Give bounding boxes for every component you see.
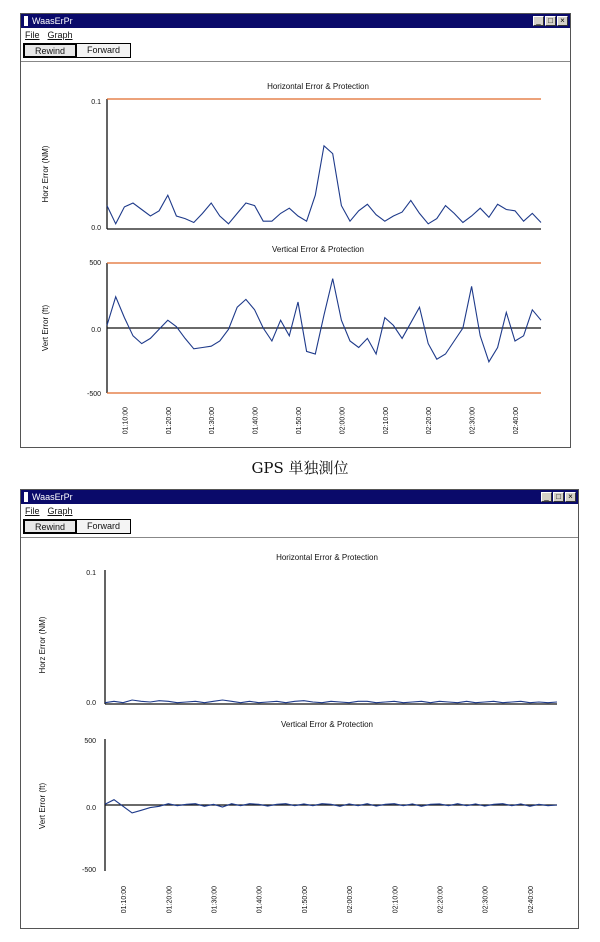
minimize-icon[interactable]: _: [533, 16, 544, 26]
caption-gps-standalone: GPS 単独測位: [251, 459, 349, 477]
x-tick-label: 02:40:00: [527, 886, 535, 914]
x-tick-label: 01:40:00: [252, 407, 260, 435]
x-tick-label: 02:00:00: [347, 886, 355, 914]
y-tick-label: 0.1: [86, 570, 96, 577]
y-tick-label: 500: [84, 738, 96, 745]
x-tick-label: 01:30:00: [209, 407, 217, 435]
y-tick-label: -500: [81, 867, 96, 874]
title-bar: [21, 14, 570, 28]
plot-area: [21, 538, 578, 928]
chart-title: Vertical Error & Protection: [271, 245, 365, 254]
y-tick-label: 0.1: [91, 99, 101, 106]
window-gps-standalone: [20, 13, 571, 448]
toolbar: [23, 43, 130, 58]
x-tick-label: 02:00:00: [339, 407, 347, 435]
maximize-icon[interactable]: □: [553, 492, 564, 502]
y-axis-label: Vert Error (ft): [41, 304, 50, 352]
menu-bar: [25, 505, 73, 517]
x-tick-label: 02:20:00: [437, 886, 445, 914]
series-line: [107, 146, 541, 224]
menu-graph[interactable]: Graph: [47, 506, 73, 516]
x-tick-label: 02:30:00: [482, 886, 490, 914]
chart-title: Vertical Error & Protection: [280, 720, 374, 729]
y-tick-label: 0.0: [86, 700, 96, 707]
forward-button[interactable]: Forward: [76, 43, 131, 58]
chart-title: Horizontal Error & Protection: [276, 553, 378, 562]
minimize-icon[interactable]: _: [541, 492, 552, 502]
x-tick-label: 01:50:00: [295, 407, 303, 435]
x-tick-label: 01:40:00: [256, 886, 264, 914]
x-tick-label: 01:10:00: [121, 886, 129, 914]
y-axis-label: Horz Error (NM): [38, 616, 47, 674]
x-tick-label: 02:10:00: [382, 407, 390, 435]
app-icon: [24, 16, 28, 26]
toolbar: [23, 519, 130, 534]
x-tick-label: 02:30:00: [469, 407, 477, 435]
window-controls: [541, 492, 576, 502]
plot-area: [21, 62, 570, 447]
menu-file[interactable]: File: [25, 30, 40, 40]
maximize-icon[interactable]: □: [545, 16, 556, 26]
x-tick-label: 01:10:00: [122, 407, 130, 435]
x-tick-label: 02:10:00: [392, 886, 400, 914]
series-line: [107, 279, 541, 362]
x-tick-label: 01:20:00: [166, 886, 174, 914]
window-title: WaasErPr: [32, 492, 73, 502]
x-tick-label: 01:30:00: [211, 886, 219, 914]
title-bar: [21, 490, 578, 504]
app-icon: [24, 492, 28, 502]
rewind-button[interactable]: Rewind: [23, 43, 77, 58]
menu-bar: [25, 29, 73, 41]
close-icon[interactable]: ×: [565, 492, 576, 502]
series-line: [105, 800, 557, 813]
forward-button[interactable]: Forward: [76, 519, 131, 534]
chart-title: Horizontal Error & Protection: [267, 82, 369, 91]
x-tick-label: 02:40:00: [512, 407, 520, 435]
window-title: WaasErPr: [32, 16, 73, 26]
series-line: [105, 700, 557, 703]
y-tick-label: 0.0: [91, 327, 101, 334]
menu-graph[interactable]: Graph: [47, 30, 73, 40]
close-icon[interactable]: ×: [557, 16, 568, 26]
y-tick-label: -500: [86, 391, 101, 398]
y-axis-label: Horz Error (NM): [41, 145, 50, 203]
y-axis-label: Vert Error (ft): [38, 782, 47, 830]
window-waas-positioning: [20, 489, 579, 929]
y-tick-label: 500: [89, 260, 101, 267]
rewind-button[interactable]: Rewind: [23, 519, 77, 534]
y-tick-label: 0.0: [91, 225, 101, 232]
menu-file[interactable]: File: [25, 506, 40, 516]
y-tick-label: 0.0: [86, 805, 96, 812]
x-tick-label: 01:50:00: [301, 886, 309, 914]
window-controls: [533, 16, 568, 26]
x-tick-label: 02:20:00: [426, 407, 434, 435]
x-tick-label: 01:20:00: [165, 407, 173, 435]
